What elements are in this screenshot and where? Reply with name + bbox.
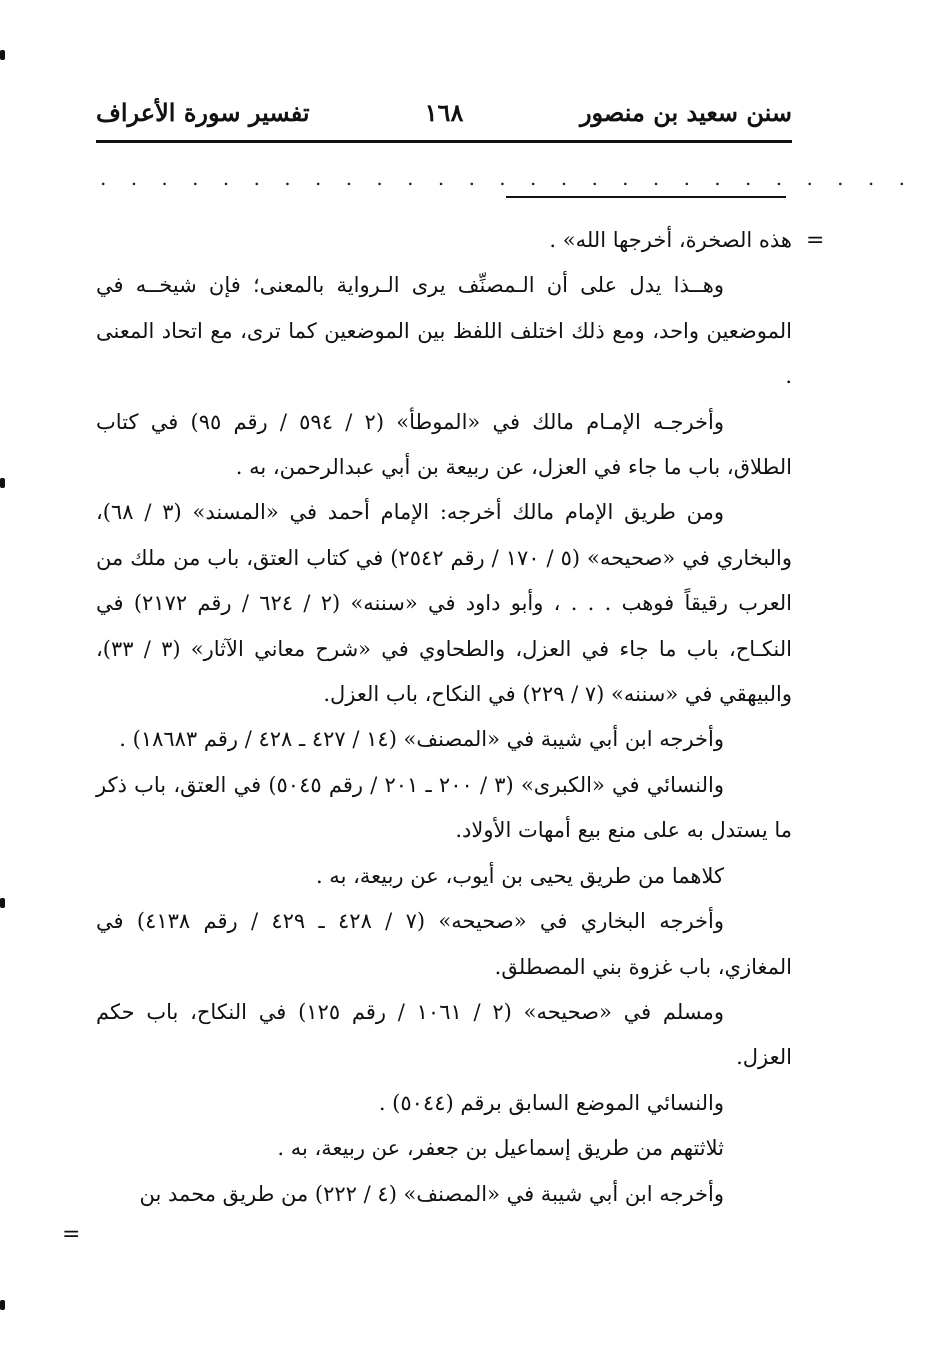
margin-mark (0, 898, 5, 908)
book-title: سنن سعيد بن منصور (579, 98, 792, 127)
paragraph: ومسلم في «صحيحه» (٢ / ١٠٦١ / رقم ١٢٥) في النكاح، باب حكم العزل. (96, 999, 792, 1070)
margin-mark (0, 1300, 5, 1310)
page-number: ١٦٨ (424, 98, 464, 127)
paragraph: ثلاثتهم من طريق إسماعيل بن جعفر، عن ربيعة، به . (277, 1136, 724, 1161)
margin-mark (0, 478, 5, 488)
continuation-mark-bottom: = (62, 1222, 81, 1247)
section-title: تفسير سورة الأعراف (96, 98, 310, 127)
paragraph: هذه الصخرة، أخرجها الله» . (549, 228, 792, 252)
paragraph: وهــذا يدل على أن الـمصنِّف يرى الـرواية بالمعنى؛ فإن شيخــه في الموضعين واحد، ومع ذلك اختلف اللفظ بين الموضعين كما ترى، مع اتحاد المعنى . (96, 273, 792, 389)
header-rule (96, 140, 792, 143)
paragraph: وأخرجه ابن أبي شيبة في «المصنف» (٤ / ٢٢٢) من طريق محمد بن (139, 1181, 724, 1206)
paragraph: وأخرجه البخاري في «صحيحه» (٧ / ٤٢٨ ـ ٤٢٩ / رقم ٤١٣٨) في المغازي، باب غزوة بني المصطلق. (96, 909, 792, 979)
page-header (96, 88, 792, 138)
margin-mark (0, 50, 5, 60)
separator-dots: . . . . . . . . . . . . . . . . . . . . . . . . . . . (100, 166, 914, 190)
continuation-mark-top: = (806, 228, 825, 253)
paragraph: وأخرجـه الإمـام مالك في «الموطأ» (٢ / ٥٩٤ / رقم ٩٥) في كتاب الطلاق، باب ما جاء في العزل، عن ربيعة بن أبي عبدالرحمن، به . (96, 409, 792, 480)
paragraph: كلاهما من طريق يحيى بن أيوب، عن ربيعة، به . (315, 863, 724, 888)
paragraph: وأخرجه ابن أبي شيبة في «المصنف» (١٤ / ٤٢٧ ـ ٤٢٨ / رقم ١٨٦٨٣) . (119, 727, 724, 752)
footnote-body (96, 218, 792, 1217)
paragraph: والنسائي الموضع السابق برقم (٥٠٤٤) . (378, 1090, 724, 1115)
paragraph: ومن طريق الإمام مالك أخرجه: الإمام أحمد في «المسند» (٣ / ٦٨)، والبخاري في «صحيحه» (٥ / ١٧٠ / رقم ٢٥٤٢) في كتاب العتق، باب من ملك من العرب رقيقاً فوهب . . . ، وأبو داود في «سننه» (٢ / ٦٢٤ / رقم ٢١٧٢) في النكـاح، باب ما جاء في العزل، والطحاوي في «شرح معاني الآثار» (٣ / ٣٣)، والبيهقي في «سننه» (٧ / ٢٢٩) في النكاح، باب العزل. (96, 500, 793, 707)
paragraph: والنسائي في «الكبرى» (٣ / ٢٠٠ ـ ٢٠١ / رقم ٥٠٤٥) في العتق، باب ذكر ما يستدل به على منع بيع أمهات الأولاد. (96, 772, 792, 843)
footnote-rule (506, 196, 786, 198)
